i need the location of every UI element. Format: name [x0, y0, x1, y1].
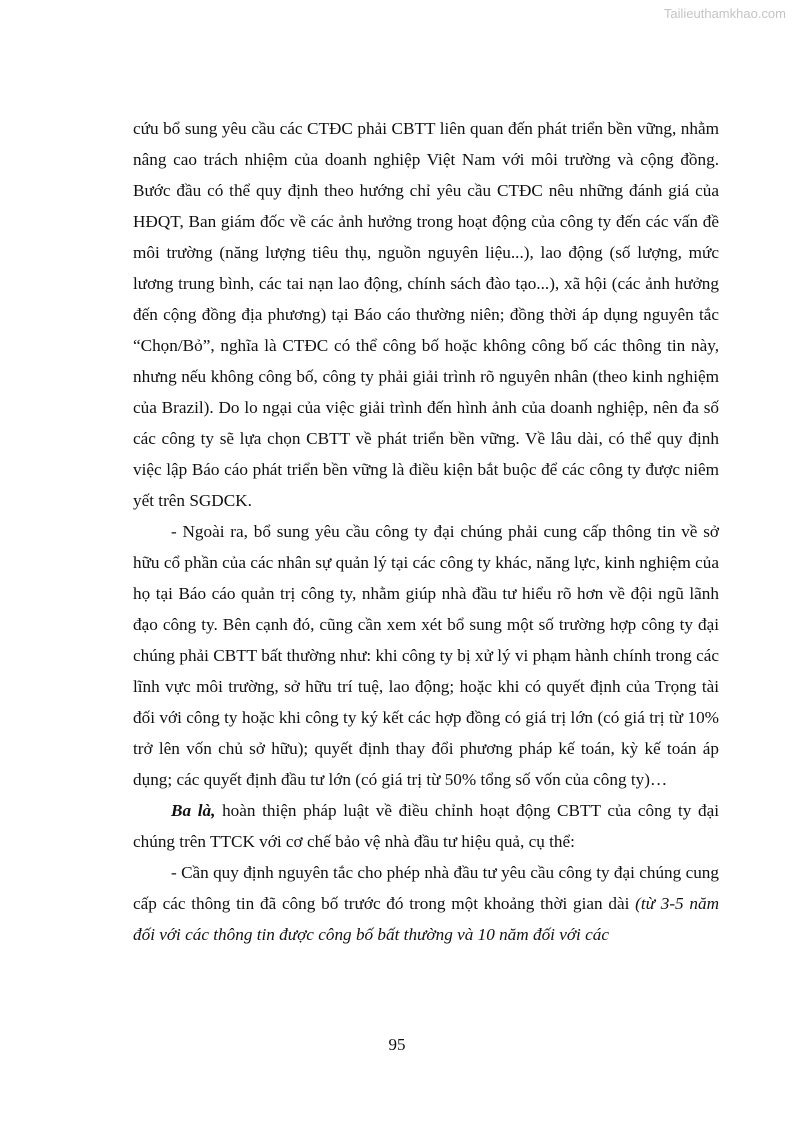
watermark: Tailieuthamkhao.com [663, 6, 786, 21]
investor-request-text: - Cần quy định nguyên tắc cho phép nhà đầu tư yêu cầu công ty đại chúng cung cấp các thông tin đã công bố trước đó trong một khoảng thời gian dài [133, 863, 719, 913]
page-number: 95 [388, 1035, 406, 1054]
page-body [133, 113, 719, 950]
paragraph-third-point [133, 795, 719, 857]
paragraph-investor-request [133, 857, 719, 950]
investor-request-italic: (từ 3-5 năm đối với các thông tin được công bố bất thường và 10 năm đối với các [133, 894, 719, 944]
third-point-lead: Ba là, [171, 801, 216, 820]
paragraph-sustainability: cứu bổ sung yêu cầu các CTĐC phải CBTT liên quan đến phát triển bền vững, nhằm nâng cao trách nhiệm của doanh nghiệp Việt Nam với môi trường và cộng đồng. Bước đầu có thể quy định theo hướng chỉ yêu cầu CTĐC nêu những đánh giá của HĐQT, Ban giám đốc về các ảnh hưởng trong hoạt động của công ty đến các vấn đề môi trường (năng lượng tiêu thụ, nguồn nguyên liệu...), lao động (số lượng, mức lương trung bình, các tai nạn lao động, chính sách đào tạo...), xã hội (các ảnh hưởng đến cộng đồng địa phương) tại Báo cáo thường niên; đồng thời áp dụng nguyên tắc “Chọn/Bỏ”, nghĩa là CTĐC có thể công bố hoặc không công bố các thông tin này, nhưng nếu không công bố, công ty phải giải trình rõ nguyên nhân (theo kinh nghiệm của Brazil). Do lo ngại của việc giải trình đến hình ảnh của doanh nghiệp, nên đa số các công ty sẽ lựa chọn CBTT về phát triển bền vững. Về lâu dài, có thể quy định việc lập Báo cáo phát triển bền vững là điều kiện bắt buộc để các công ty được niêm yết trên SGDCK. [133, 119, 719, 510]
paragraph-additional-disclosure: - Ngoài ra, bổ sung yêu cầu công ty đại chúng phải cung cấp thông tin về sở hữu cổ phần của các nhân sự quản lý tại các công ty khác, năng lực, kinh nghiệm của họ tại Báo cáo quản trị công ty, nhằm giúp nhà đầu tư hiểu rõ hơn về đội ngũ lãnh đạo công ty. Bên cạnh đó, cũng cần xem xét bổ sung một số trường hợp công ty đại chúng phải CBTT bất thường như: khi công ty bị xử lý vi phạm hành chính trong các lĩnh vực môi trường, sở hữu trí tuệ, lao động; hoặc khi có quyết định của Trọng tài đối với công ty hoặc khi công ty ký kết các hợp đồng có giá trị lớn (có giá trị từ 10% trở lên vốn chủ sở hữu); quyết định thay đổi phương pháp kế toán, kỳ kế toán áp dụng; các quyết định đầu tư lớn (có giá trị từ 50% tổng số vốn của công ty)… [133, 522, 719, 789]
third-point-text: hoàn thiện pháp luật về điều chỉnh hoạt động CBTT của công ty đại chúng trên TTCK với cơ chế bảo vệ nhà đầu tư hiệu quả, cụ thể: [133, 801, 719, 851]
